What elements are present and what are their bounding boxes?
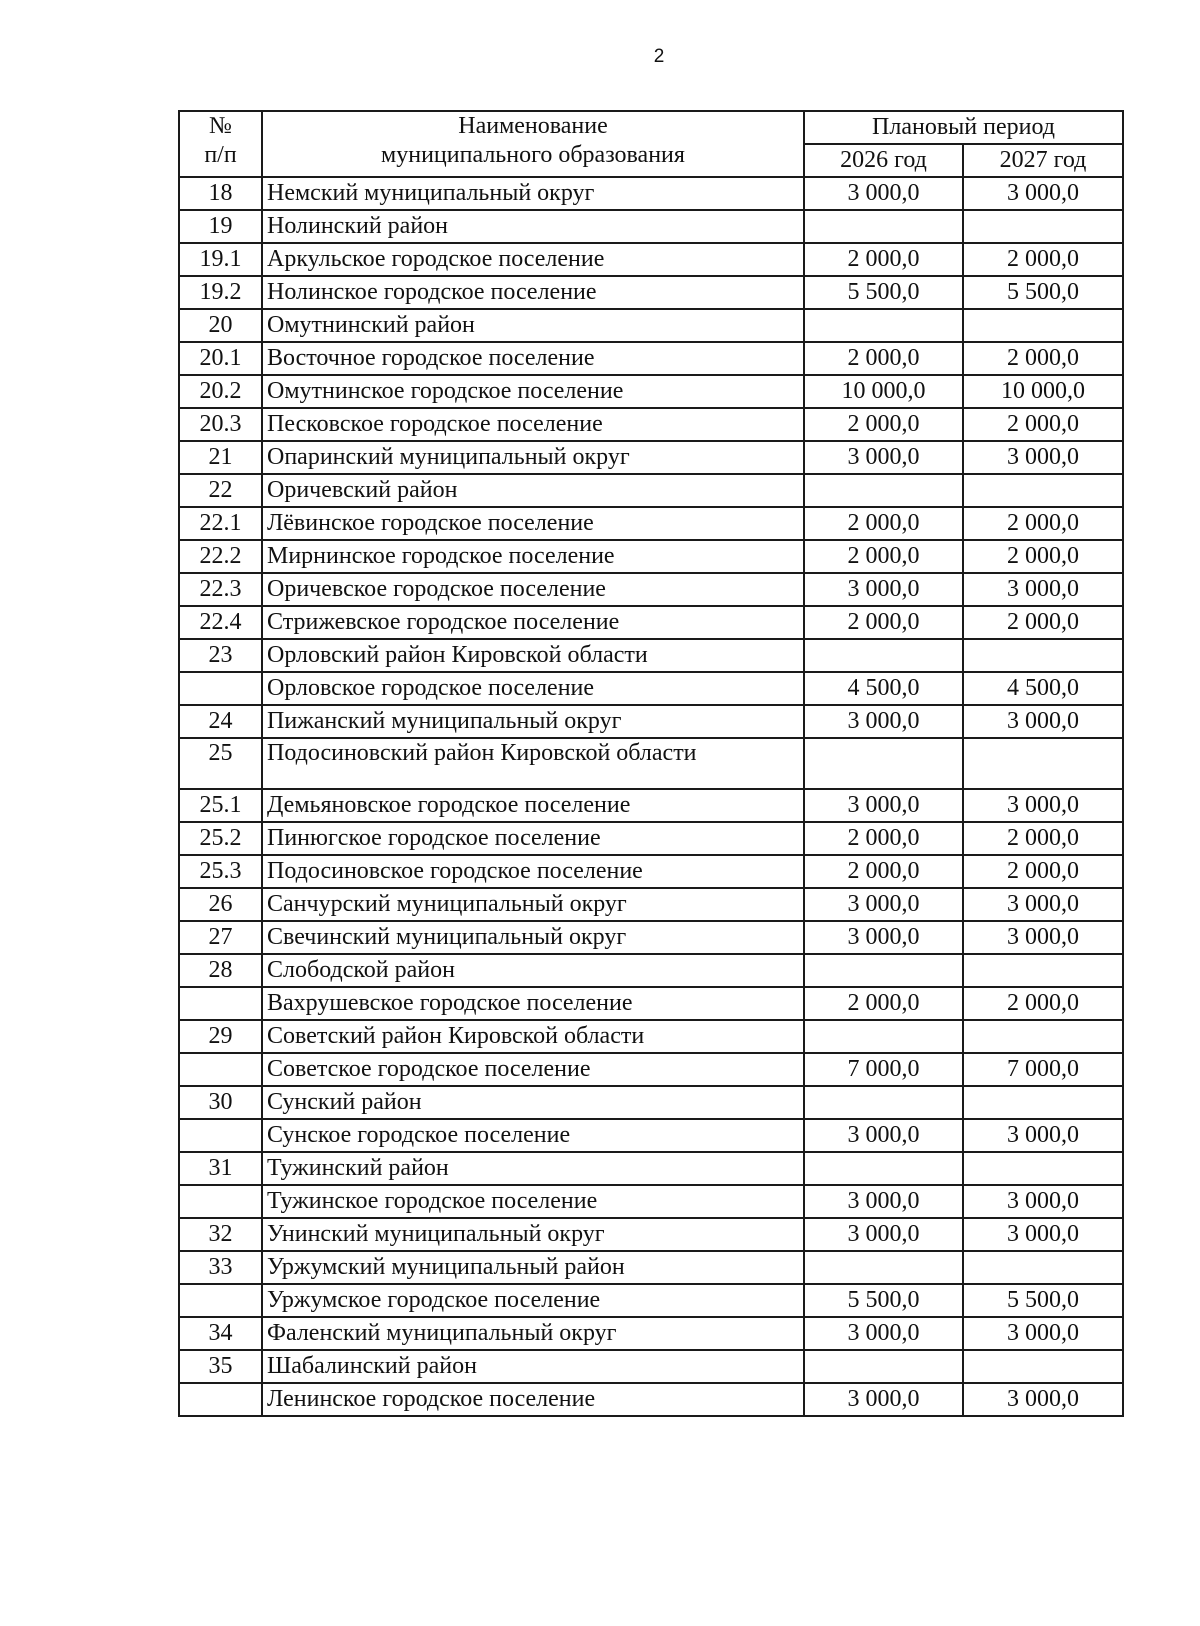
row-name-cell: Песковское городское поселение [262,408,804,441]
row-value-2026-cell: 2 000,0 [804,342,963,375]
table-row [179,1086,1123,1119]
row-value-2027-cell: 2 000,0 [963,822,1123,855]
row-value-2027-cell: 2 000,0 [963,342,1123,375]
row-number-cell: 25.2 [179,822,262,855]
row-number-cell: 25 [179,738,262,789]
header-number-line1: № [209,113,232,139]
row-value-2027-cell: 2 000,0 [963,540,1123,573]
row-number-cell: 33 [179,1251,262,1284]
row-value-2027-cell: 3 000,0 [963,1119,1123,1152]
table-row [179,1350,1123,1383]
row-value-2027-cell: 2 000,0 [963,855,1123,888]
row-number-cell: 20 [179,309,262,342]
row-value-2027-cell: 3 000,0 [963,1383,1123,1416]
row-number-cell: 20.3 [179,408,262,441]
table-row [179,276,1123,309]
header-name-line2: муниципального образования [381,142,685,168]
row-name-cell: Аркульское городское поселение [262,243,804,276]
row-number-cell: 24 [179,705,262,738]
row-value-2027-cell: 7 000,0 [963,1053,1123,1086]
row-value-2027-cell [963,1251,1123,1284]
row-value-2026-cell: 4 500,0 [804,672,963,705]
table-row [179,540,1123,573]
table-row [179,441,1123,474]
row-value-2027-cell: 3 000,0 [963,573,1123,606]
row-name-cell: Опаринский муниципальный округ [262,441,804,474]
row-name-cell: Уржумское городское поселение [262,1284,804,1317]
header-year-2026: 2026 год [804,144,963,177]
row-value-2027-cell: 3 000,0 [963,1185,1123,1218]
row-value-2026-cell: 3 000,0 [804,921,963,954]
table-row [179,954,1123,987]
row-number-cell: 32 [179,1218,262,1251]
table-row [179,822,1123,855]
table-row [179,309,1123,342]
page-number: 2 [653,46,665,67]
row-name-cell: Советское городское поселение [262,1053,804,1086]
row-value-2026-cell: 2 000,0 [804,606,963,639]
table-row [179,375,1123,408]
row-number-cell: 25.3 [179,855,262,888]
table-row [179,1317,1123,1350]
row-name-cell: Тужинский район [262,1152,804,1185]
row-name-cell: Орловский район Кировской области [262,639,804,672]
row-number-cell [179,1053,262,1086]
table-row [179,921,1123,954]
header-planned-period: Плановый период [804,111,1123,144]
table-row [179,474,1123,507]
row-value-2027-cell: 5 500,0 [963,276,1123,309]
row-name-cell: Уржумский муниципальный район [262,1251,804,1284]
table-row [179,855,1123,888]
row-value-2026-cell: 2 000,0 [804,507,963,540]
row-number-cell: 22.4 [179,606,262,639]
row-value-2027-cell: 2 000,0 [963,408,1123,441]
row-number-cell: 30 [179,1086,262,1119]
row-name-cell: Оричевское городское поселение [262,573,804,606]
row-name-cell: Восточное городское поселение [262,342,804,375]
row-name-cell: Подосиновское городское поселение [262,855,804,888]
row-value-2026-cell: 3 000,0 [804,177,963,210]
row-value-2026-cell: 3 000,0 [804,1218,963,1251]
row-number-cell: 21 [179,441,262,474]
row-value-2026-cell: 3 000,0 [804,1185,963,1218]
header-year-2027: 2027 год [963,144,1123,177]
row-number-cell: 25.1 [179,789,262,822]
row-value-2026-cell [804,639,963,672]
row-name-cell: Фаленский муниципальный округ [262,1317,804,1350]
table-row [179,1152,1123,1185]
row-name-cell: Оричевский район [262,474,804,507]
table-row [179,705,1123,738]
row-value-2027-cell: 5 500,0 [963,1284,1123,1317]
row-number-cell: 22.3 [179,573,262,606]
row-value-2026-cell [804,1251,963,1284]
row-value-2026-cell: 3 000,0 [804,441,963,474]
row-value-2027-cell: 3 000,0 [963,921,1123,954]
row-number-cell: 34 [179,1317,262,1350]
row-number-cell: 19.2 [179,276,262,309]
row-value-2026-cell: 2 000,0 [804,540,963,573]
table-row [179,888,1123,921]
row-value-2027-cell: 2 000,0 [963,507,1123,540]
table-row [179,672,1123,705]
row-number-cell: 31 [179,1152,262,1185]
header-number-cell [179,111,262,177]
row-value-2026-cell: 3 000,0 [804,1383,963,1416]
row-name-cell: Пинюгское городское поселение [262,822,804,855]
table-row [179,1383,1123,1416]
row-number-cell: 19.1 [179,243,262,276]
row-name-cell: Омутнинское городское поселение [262,375,804,408]
row-name-cell: Слободской район [262,954,804,987]
row-number-cell: 20.2 [179,375,262,408]
table-row [179,1284,1123,1317]
table-row [179,1119,1123,1152]
row-number-cell [179,1284,262,1317]
row-number-cell: 26 [179,888,262,921]
row-value-2026-cell: 2 000,0 [804,243,963,276]
row-number-cell: 22.1 [179,507,262,540]
row-value-2026-cell: 7 000,0 [804,1053,963,1086]
table-row [179,1218,1123,1251]
row-number-cell: 35 [179,1350,262,1383]
row-value-2027-cell: 3 000,0 [963,441,1123,474]
table-row [179,987,1123,1020]
row-number-cell: 20.1 [179,342,262,375]
row-value-2027-cell: 3 000,0 [963,705,1123,738]
row-number-cell [179,1185,262,1218]
row-number-cell [179,672,262,705]
row-value-2026-cell: 3 000,0 [804,1317,963,1350]
row-value-2026-cell: 3 000,0 [804,573,963,606]
row-value-2026-cell: 3 000,0 [804,888,963,921]
row-value-2026-cell: 2 000,0 [804,822,963,855]
table-row [179,210,1123,243]
row-value-2027-cell: 2 000,0 [963,606,1123,639]
row-value-2027-cell: 4 500,0 [963,672,1123,705]
row-name-cell: Орловское городское поселение [262,672,804,705]
row-name-cell: Санчурский муниципальный округ [262,888,804,921]
row-name-cell: Ленинское городское поселение [262,1383,804,1416]
row-name-cell: Демьяновское городское поселение [262,789,804,822]
row-value-2026-cell: 5 500,0 [804,276,963,309]
row-value-2026-cell [804,309,963,342]
table-row [179,177,1123,210]
row-number-cell: 22.2 [179,540,262,573]
row-number-cell: 18 [179,177,262,210]
row-number-cell: 23 [179,639,262,672]
row-number-cell: 28 [179,954,262,987]
allocation-table [178,110,1124,1417]
table-row [179,573,1123,606]
row-number-cell: 22 [179,474,262,507]
table-row [179,738,1123,789]
row-value-2027-cell: 3 000,0 [963,177,1123,210]
row-value-2026-cell [804,474,963,507]
row-name-cell: Унинский муниципальный округ [262,1218,804,1251]
row-name-cell: Сунское городское поселение [262,1119,804,1152]
row-value-2027-cell: 10 000,0 [963,375,1123,408]
row-name-cell: Советский район Кировской области [262,1020,804,1053]
row-name-cell: Пижанский муниципальный округ [262,705,804,738]
table-row [179,408,1123,441]
row-name-cell: Омутнинский район [262,309,804,342]
row-name-cell: Стрижевское городское поселение [262,606,804,639]
row-value-2027-cell [963,309,1123,342]
row-value-2026-cell: 3 000,0 [804,1119,963,1152]
row-value-2027-cell [963,1350,1123,1383]
row-number-cell: 19 [179,210,262,243]
row-value-2027-cell [963,210,1123,243]
row-name-cell: Вахрушевское городское поселение [262,987,804,1020]
row-value-2027-cell: 3 000,0 [963,789,1123,822]
row-value-2027-cell: 3 000,0 [963,1317,1123,1350]
row-value-2027-cell [963,738,1123,789]
row-value-2027-cell [963,1152,1123,1185]
row-value-2027-cell [963,474,1123,507]
row-number-cell [179,1383,262,1416]
table-row [179,639,1123,672]
row-value-2026-cell [804,210,963,243]
row-value-2026-cell: 5 500,0 [804,1284,963,1317]
table-row [179,1185,1123,1218]
row-value-2027-cell [963,1086,1123,1119]
row-value-2027-cell: 2 000,0 [963,987,1123,1020]
row-name-cell: Свечинский муниципальный округ [262,921,804,954]
row-value-2027-cell: 3 000,0 [963,888,1123,921]
row-value-2026-cell [804,1020,963,1053]
row-value-2027-cell [963,954,1123,987]
row-value-2027-cell: 3 000,0 [963,1218,1123,1251]
table-row [179,243,1123,276]
row-value-2026-cell: 2 000,0 [804,855,963,888]
row-value-2027-cell: 2 000,0 [963,243,1123,276]
row-value-2026-cell: 2 000,0 [804,987,963,1020]
row-value-2026-cell: 10 000,0 [804,375,963,408]
row-name-cell: Мирнинское городское поселение [262,540,804,573]
row-value-2026-cell [804,1350,963,1383]
table-row [179,342,1123,375]
table-row [179,1251,1123,1284]
table-row [179,1020,1123,1053]
row-value-2026-cell [804,1152,963,1185]
table-row [179,789,1123,822]
table-row [179,606,1123,639]
row-name-cell: Шабалинский район [262,1350,804,1383]
header-name-line1: Наименование [458,113,608,139]
row-name-cell: Подосиновский район Кировской области [262,738,804,789]
header-name-cell [262,111,804,177]
row-value-2026-cell: 3 000,0 [804,789,963,822]
row-name-cell: Тужинское городское поселение [262,1185,804,1218]
row-number-cell [179,1119,262,1152]
table-body [179,177,1123,1416]
row-value-2027-cell [963,639,1123,672]
row-name-cell: Нолинское городское поселение [262,276,804,309]
row-value-2027-cell [963,1020,1123,1053]
row-value-2026-cell [804,954,963,987]
row-name-cell: Нолинский район [262,210,804,243]
table-row [179,1053,1123,1086]
row-number-cell: 29 [179,1020,262,1053]
row-value-2026-cell: 3 000,0 [804,705,963,738]
header-number-line2: п/п [204,142,237,168]
row-name-cell: Немский муниципальный округ [262,177,804,210]
row-name-cell: Лёвинское городское поселение [262,507,804,540]
row-value-2026-cell [804,738,963,789]
row-value-2026-cell: 2 000,0 [804,408,963,441]
row-name-cell: Сунский район [262,1086,804,1119]
row-number-cell [179,987,262,1020]
table-header [179,111,1123,177]
table-row [179,507,1123,540]
row-number-cell: 27 [179,921,262,954]
row-value-2026-cell [804,1086,963,1119]
